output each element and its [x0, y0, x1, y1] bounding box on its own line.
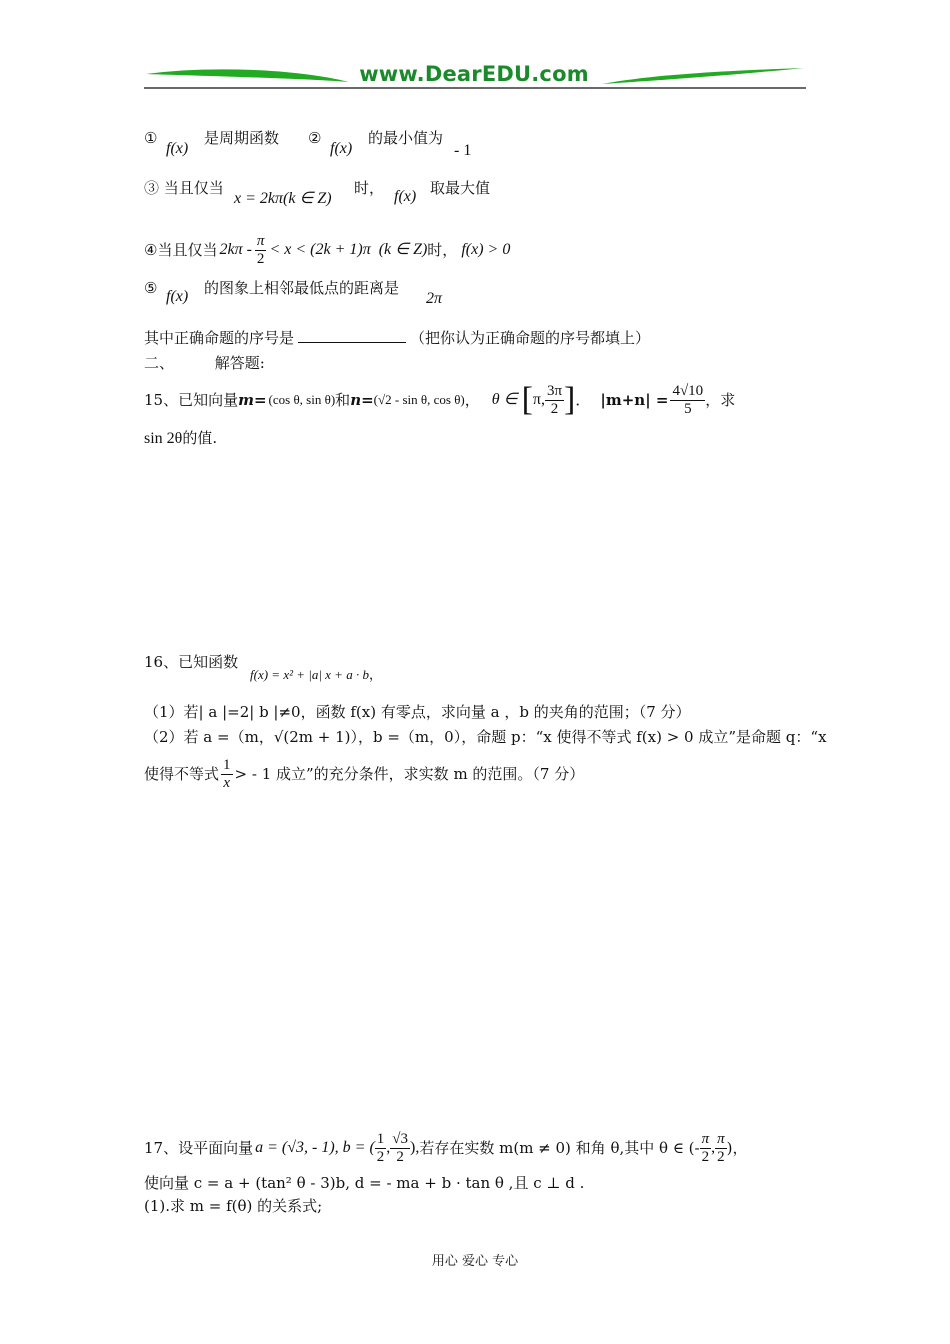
- q17-a-vec: a = (√3, - 1),: [255, 1139, 339, 1156]
- proposition-1: [144, 128, 157, 148]
- question-17: [144, 1124, 748, 1172]
- q15-interval-frac: [545, 383, 564, 418]
- q16-label: 16、已知函数: [144, 653, 239, 671]
- prop3-pre: 当且仅当: [163, 179, 224, 197]
- q17-line2: 使向量 c = a + (tan² θ - 3)b, d = - ma + b · tan θ ,且 c ⊥ d .: [144, 1174, 585, 1192]
- q15-and: 和: [335, 391, 351, 409]
- q15-comma: ，: [464, 391, 480, 409]
- prop2-value: - 1: [454, 142, 472, 159]
- prop4-fraction: [255, 233, 267, 268]
- q16-part-1: （1）若| a |=2| b |≠0，函数 f(x) 有零点，求向量 a ，b 的夹角的范围；（7 分）: [144, 703, 691, 721]
- q17-b-d2: 2: [396, 1148, 404, 1165]
- q17-b-d1: 2: [376, 1148, 385, 1165]
- q16-p3-den: x: [223, 774, 231, 791]
- section-2-number: 二、: [144, 354, 175, 372]
- proposition-3: [144, 178, 224, 198]
- site-logo: www.DearEDU.com: [359, 62, 589, 86]
- prop5-expr: f(x): [166, 288, 189, 305]
- q17-b-sep: ,: [386, 1139, 391, 1156]
- prop4-mid: 时，: [427, 241, 458, 259]
- q17-b-frac-2: [390, 1131, 410, 1166]
- prop3-expr: x = 2kπ(k ∈ Z): [234, 190, 332, 207]
- q17-end: )，: [726, 1139, 748, 1157]
- q15-fraction: [670, 383, 705, 418]
- q16-function: [250, 664, 382, 683]
- q15-n-vec: (√2 - sin θ, cos θ): [373, 392, 465, 407]
- answer-prompt: [144, 328, 650, 348]
- page-footer: 用心 爱心 专心: [431, 1254, 519, 1269]
- answer-blank[interactable]: [298, 328, 406, 343]
- q15-frac-num: 4√10: [672, 382, 704, 399]
- q17-b-post: ),: [410, 1139, 420, 1156]
- prop1-number: ①: [144, 129, 158, 147]
- q16-part-2: （2）若 a =（m，√(2m + 1)），b =（m，0），命题 p：“x 使得不等式 f(x) > 0 成立”是命题 q：“x: [144, 728, 827, 746]
- prop4-frac-den: 2: [256, 250, 265, 267]
- section-2-title: 解答题:: [214, 354, 265, 372]
- q15-int-num: 3π: [546, 382, 563, 399]
- prop1-expr: f(x): [166, 140, 189, 157]
- prop5-value: 2π: [426, 290, 443, 307]
- q16-p3-num: 1: [223, 756, 231, 773]
- q15-label: 15、已知向量: [144, 391, 239, 409]
- q16-fx-tail: ，: [368, 667, 382, 682]
- q15-theta-in: θ ∈: [491, 391, 518, 408]
- prop2-number: ②: [308, 129, 322, 147]
- prop4-frac-num: π: [256, 232, 265, 249]
- q15-interval-a: π,: [532, 391, 545, 408]
- answer-prompt-pre: 其中正确命题的序号是: [144, 329, 295, 347]
- prop1-text: 是周期函数: [204, 129, 280, 147]
- prop5-number: ⑤: [144, 279, 158, 297]
- q17-t-d1: 2: [701, 1148, 710, 1165]
- q15-line2-text: 的值.: [182, 429, 218, 447]
- q17-t-n1: π: [701, 1130, 710, 1147]
- prop3-fx: f(x): [394, 188, 417, 205]
- prop4-expr-c: (k ∈ Z): [378, 241, 428, 258]
- q15-left-bracket: [: [521, 381, 533, 418]
- q15-line2-expr: sin 2θ: [144, 430, 183, 447]
- q16-p3-pre: 使得不等式: [144, 765, 220, 783]
- prop4-expr-b: < x < (2k + 1)π: [269, 241, 371, 258]
- q17-t-n2: π: [717, 1130, 725, 1147]
- q15-int-den: 2: [550, 400, 559, 417]
- prop3-number: ③: [144, 179, 160, 197]
- q17-b-n1: 1: [376, 1130, 385, 1147]
- q17-mid: 若存在实数 m(m ≠ 0) 和角 θ,其中 θ ∈ (-: [419, 1139, 700, 1157]
- prop4-number: ④: [144, 241, 158, 259]
- left-leaf-icon: [146, 69, 349, 82]
- q17-t-d2: 2: [717, 1148, 725, 1165]
- q15-n: n=: [350, 391, 374, 409]
- prop4-expr-d: f(x) > 0: [461, 241, 511, 258]
- q15-m: m=: [238, 391, 267, 409]
- q15-mn: |m+n| =: [600, 391, 669, 409]
- prop4-pre: 当且仅当: [157, 241, 218, 259]
- proposition-4: [144, 228, 510, 272]
- prop5-text: 的图象上相邻最低点的距离是: [204, 279, 400, 297]
- q17-theta-sep: ,: [711, 1139, 716, 1156]
- q16-fx: f(x) = x² + |a| x + a · b: [250, 667, 369, 682]
- q17-b-frac-1: [375, 1131, 387, 1166]
- q15-ask: ，求: [705, 391, 736, 409]
- right-leaf-icon: [602, 68, 804, 84]
- header-banner: [144, 60, 806, 94]
- q16-p3-fraction: [221, 757, 233, 792]
- q17-b-pre: b = (: [342, 1139, 375, 1156]
- q15-right-bracket: ]: [564, 381, 576, 418]
- q17-b-n2: √3: [392, 1130, 409, 1147]
- prop3-post: 取最大值: [430, 179, 491, 197]
- prop4-expr-a: 2kπ -: [219, 241, 252, 258]
- q16-part-3: [144, 752, 584, 796]
- prop2-expr: f(x): [330, 140, 353, 157]
- question-15-line2: [144, 428, 217, 449]
- answer-prompt-post: （把你认为正确命题的序号都填上）: [410, 329, 651, 347]
- q17-theta-frac-2: [715, 1131, 727, 1166]
- q15-m-vec: (cos θ, sin θ): [268, 392, 336, 407]
- prop3-mid: 时，: [354, 179, 385, 197]
- q17-theta-frac-1: [700, 1131, 712, 1166]
- section-2-heading: [144, 353, 265, 373]
- q16-p3-post: > - 1 成立”的充分条件，求实数 m 的范围。（7 分）: [234, 765, 585, 783]
- q15-dot: ．: [575, 391, 591, 409]
- q17-line3: (1).求 m = f(θ) 的关系式;: [144, 1197, 323, 1215]
- question-15: [144, 376, 735, 424]
- prop2-text: 的最小值为: [368, 129, 444, 147]
- q15-frac-den: 5: [684, 400, 692, 417]
- q17-label: 17、设平面向量: [144, 1139, 254, 1157]
